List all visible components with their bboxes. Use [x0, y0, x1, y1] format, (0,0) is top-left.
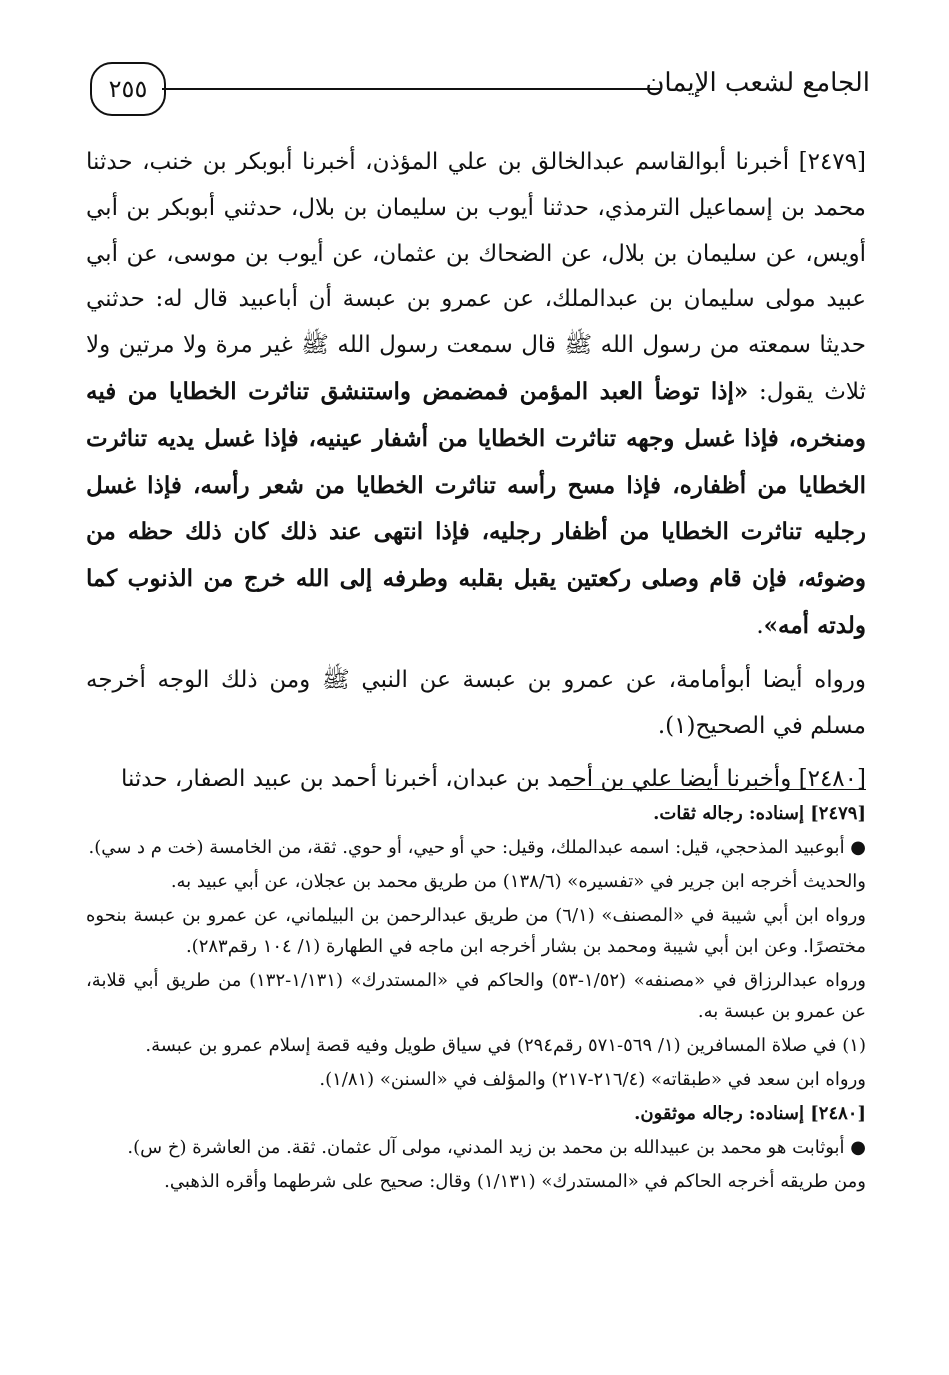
running-title: الجامع لشعب الإيمان — [645, 68, 870, 98]
hadith-2480-paragraph: [٢٤٨٠] وأخبرنا أيضا علي بن أحمد بن عبدان، أخبرنا أحمد بن عبيد الصفار، حدثنا — [120, 766, 866, 793]
hadith-2479-isnad: [٢٤٧٩] أخبرنا أبوالقاسم عبدالخالق بن علي المؤذن، أخبرنا أبوبكر بن خنب، حدثنا محمد بن إسماعيل الترمذي، حدثنا أيوب بن سليمان بن بلال، حدثني أبوبكر بن أبي أويس، عن سليمان بن بلال، عن الضحاك بن عثمان، عن أيوب بن موسى، عن أبي عبيد مولى سليمان بن عبدالملك، عن عمرو بن عبسة أن أباعبيد قال له: حدثني حديثا سمعته من رسول الله ﷺ قال سمعت رسول الله ﷺ غير مرة ولا مرتين ولا ثلاث يقول: — [86, 149, 867, 405]
footnote-line: [٢٤٧٩] إسناده: رجاله ثقات. — [653, 803, 866, 824]
footnote-line: (١) في صلاة المسافرين (١/ ٥٦٩-٥٧١ رقم٢٩٤) في سياق طويل وفيه قصة إسلام عمرو بن عبسة. — [145, 1035, 866, 1056]
page-header — [90, 62, 870, 118]
footnote-line: والحديث أخرجه ابن جرير في «تفسيره» (١٣٨/٦) من طريق محمد بن عجلان، عن أبي عبيد به. — [170, 871, 866, 892]
hadith-2479-paragraph — [86, 140, 866, 650]
footnote-line: ورواه عبدالرزاق في «مصنفه» (١/٥٢-٥٣) والحاكم في «المستدرك» (١/١٣١-١٣٢) من طريق أبي قلابة، عن عمرو بن عبسة به. — [86, 970, 866, 1022]
riwaya-paragraph: ورواه أيضا أبوأمامة، عن عمرو بن عبسة عن النبي ﷺ ومن ذلك الوجه أخرجه مسلم في الصحيح(١). — [86, 666, 866, 739]
footnote-line: [٢٤٨٠] إسناده: رجاله موثقون. — [634, 1103, 866, 1124]
footnote-line: ورواه ابن سعد في «طبقاته» (٢١٦/٤-٢١٧) والمؤلف في «السنن» (١/٨١). — [319, 1069, 866, 1090]
footnote-line: ● أبوثابت هو محمد بن عبيدالله بن محمد بن زيد المدني، مولى آل عثمان. ثقة. من العاشرة (خ س). — [127, 1137, 866, 1158]
footnotes — [86, 798, 866, 1200]
hadith-2479-matn: «إذا توضأ العبد المؤمن فمضمض واستنشق تناثرت الخطايا من فيه ومنخره، فإذا غسل وجهه تناثرت الخطايا من أشفار عينيه، فإذا غسل يديه تناثرت الخطايا من أظفاره، فإذا مسح رأسه تناثرت الخطايا من شعر رأسه، فإذا غسل رجليه تناثرت الخطايا من أظفار رجليه، فإذا انتهى عند ذلك كان ذلك حظه من وضوئه، فإن قام وصلى ركعتين يقبل بقلبه وطرفه إلى الله خرج من الذنوب كما ولدته أمه» — [86, 377, 866, 639]
page-number: ٢٥٥ — [90, 62, 166, 116]
hadith-2479-end: . — [756, 612, 764, 639]
main-text — [86, 140, 866, 803]
footnote-line: ● أبوعبيد المذحجي، قيل: اسمه عبدالملك، وقيل: حي أو حيي، أو حوي. ثقة، من الخامسة (خت م د سي). — [88, 837, 866, 858]
footnote-separator — [566, 789, 866, 790]
header-rule — [162, 88, 660, 90]
footnote-line: ومن طريقه أخرجه الحاكم في «المستدرك» (١/١٣١) وقال: صحيح على شرطهما وأقره الذهبي. — [164, 1171, 866, 1192]
footnote-line: ورواه ابن أبي شيبة في «المصنف» (٦/١) من طريق عبدالرحمن بن البيلماني، عن عمرو بن عبسة بنحوه مختصرًا. وعن ابن أبي شيبة ومحمد بن بشار أخرجه ابن ماجه في الطهارة (١/ ١٠٤ رقم٢٨٣). — [86, 905, 866, 957]
